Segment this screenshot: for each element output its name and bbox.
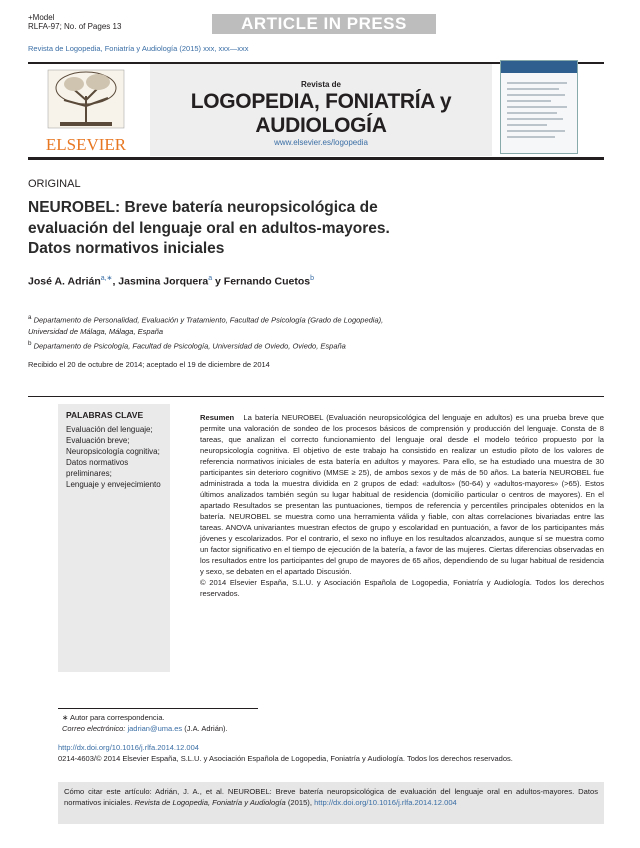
author-separator: , — [112, 275, 119, 288]
author-cuetos-affil[interactable]: b — [310, 275, 315, 282]
email-label: Correo electrónico: — [62, 724, 128, 733]
cite-journal: Revista de Logopedia, Foniatría y Audiología — [134, 798, 286, 807]
cite-year: (2015), — [285, 798, 312, 807]
how-to-cite-text — [64, 786, 598, 808]
abstract-top-rule — [28, 396, 604, 397]
journal-subtitle: Revista de — [300, 80, 342, 89]
affiliation-a-text: Departamento de Personalidad, Evaluación y Tratamiento, Facultad de Psicología (Grado de Logopedia), — [31, 315, 384, 325]
email-owner: (J.A. Adrián). — [182, 724, 228, 733]
keyword-item: Neuropsicología cognitiva; — [66, 447, 160, 456]
affiliation-a — [28, 312, 588, 326]
issn-copyright-line: 0214-4603/© 2014 Elsevier España, S.L.U. y Asociación Española de Logopedia, Foniatría y Audiología. Todos los derechos reservados. — [58, 754, 513, 763]
email-link[interactable]: jadrian@uma.es — [127, 724, 183, 733]
footnote-rule — [58, 708, 258, 709]
keyword-item: Evaluación breve; — [66, 436, 130, 445]
footnote-email-line — [62, 723, 228, 734]
title-line-3: Datos normativos iniciales — [28, 240, 225, 257]
affiliation-b-marker: b — [28, 339, 32, 347]
abstract-body — [200, 412, 604, 599]
abstract-copyright: © 2014 Elsevier España, S.L.U. y Asociación Española de Logopedia, Foniatría y Audiología. Todos los derechos reservados. — [200, 578, 604, 598]
keyword-item: Datos normativos preliminares; — [66, 458, 129, 478]
author-cuetos[interactable]: Fernando Cuetos — [223, 275, 311, 288]
title-line-1: NEUROBEL: Breve batería neuropsicológica de — [28, 199, 378, 216]
author-jorquera-affil[interactable]: a — [208, 275, 213, 282]
affiliation-a-marker: a — [28, 314, 32, 321]
footnote-author-line: ∗ Autor para correspondencia. — [62, 713, 165, 722]
author-jorquera[interactable]: Jasmina Jorquera — [118, 275, 209, 288]
section-label: ORIGINAL — [28, 178, 81, 190]
abstract-text: La batería NEUROBEL (Evaluación neuropsicológica del lenguaje en adultos) es una prueba breve que permite una valoración de sondeo de los procesos básicos de comprensión y producción del lenguaje. Consta de 8 tareas, que analizan el correcto funcionamiento del lenguaje oral desde el modelo teórico propuesto por la neuropsicología cognitiva. El objetivo de este trabajo ha consistido en realizar un estudio piloto de los valores de referencia normativos iniciales de esta batería en adultos y mayores. Para ello, se ha estudiado una muestra de 30 participantes sin deterioro cognitivo (MMSE ≥ 25), de ambos sexos y de más de 50 años. La batería NEUROBEL fue administrada a toda la muestra dividida en 2 grupos de edad: «adultos» (50-64) y «adultos-mayores» (>65). Estos últimos analizados también según su lugar habitual de residencia (domicilio particular o centros de mayores). En el apartado Resultados se presentan las puntuaciones, tiempos de referencia y percentiles principales obtenidos en la batería. NEUROBEL se muestra como una herramienta válida y fiable, con altas correlaciones bivariadas entre las tareas. ANOVA univariantes muestran efectos de grupo y escolaridad en puntuación, a favor de los participantes más jóvenes y escolarizados. Por el contrario, el sexo no influye en los resultados alcanzados, aunque sí se muestra como un factor significativo en el tiempo de ejecución de la batería, a favor de las mujeres. Ciertas diferencias observadas en los resultados entre los participantes del grupo de mayores de 65 años, dependiendo de su lugar habitual de residencia y sexo, se debaten en el apartado Discusión. — [200, 413, 604, 576]
keywords-heading: PALABRAS CLAVE — [66, 410, 144, 420]
model-label: +Model — [28, 13, 55, 22]
manuscript-id — [28, 13, 121, 31]
author-adrian[interactable]: José A. Adrián — [28, 275, 101, 288]
author-separator: y — [212, 275, 224, 288]
title-line-2: evaluación del lenguaje oral en adultos-mayores. — [28, 219, 390, 237]
article-title — [28, 198, 548, 260]
doi-link[interactable]: http://dx.doi.org/10.1016/j.rlfa.2014.12.004 — [58, 743, 199, 752]
affiliation-b-text: Departamento de Psicología, Facultad de Psicología, Universidad de Oviedo, Oviedo, España — [31, 341, 346, 350]
header-bottom-rule — [28, 157, 604, 160]
keyword-item: Lenguaje y envejecimiento — [66, 480, 161, 489]
keyword-item: Evaluación del lenguaje; — [66, 425, 153, 434]
cite-doi-link[interactable]: http://dx.doi.org/10.1016/j.rlfa.2014.12.004 — [314, 798, 457, 807]
author-list — [28, 274, 314, 288]
cover-text-lines — [507, 79, 571, 147]
doi-block — [58, 742, 513, 764]
author-adrian-affil[interactable]: a,∗ — [100, 275, 113, 282]
journal-cover-thumbnail — [500, 60, 578, 154]
pages-label: RLFA-97; No. of Pages 13 — [28, 22, 122, 31]
received-dates: Recibido el 20 de octubre de 2014; aceptado el 19 de diciembre de 2014 — [28, 360, 270, 369]
keywords-list — [66, 424, 166, 490]
affiliation-a-cont: Universidad de Málaga, Málaga, España — [28, 327, 164, 336]
cover-band — [501, 61, 577, 73]
affiliations — [28, 312, 588, 352]
article-in-press-banner: ARTICLE IN PRESS — [241, 14, 407, 33]
correspondence-footnote — [62, 712, 228, 734]
elsevier-tree-logo — [30, 66, 142, 154]
running-citation[interactable]: Revista de Logopedia, Foniatría y Audiología (2015) xxx, xxx—xxx — [28, 44, 249, 53]
abstract-label: Resumen — [200, 413, 235, 422]
cite-prefix: Cómo citar este artículo: Adrián, J. A., et al. NEUROBEL: Breve batería neuropsicológica de evaluación del lenguaje oral en adultos-mayores. Datos normativos iniciales. — [64, 787, 598, 807]
publisher-name: ELSEVIER — [45, 135, 127, 154]
journal-url-link[interactable]: www.elsevier.es/logopedia — [274, 138, 368, 147]
journal-title: LOGOPEDIA, FONIATRÍA y AUDIOLOGÍA — [190, 90, 452, 137]
affiliation-b — [28, 338, 588, 352]
